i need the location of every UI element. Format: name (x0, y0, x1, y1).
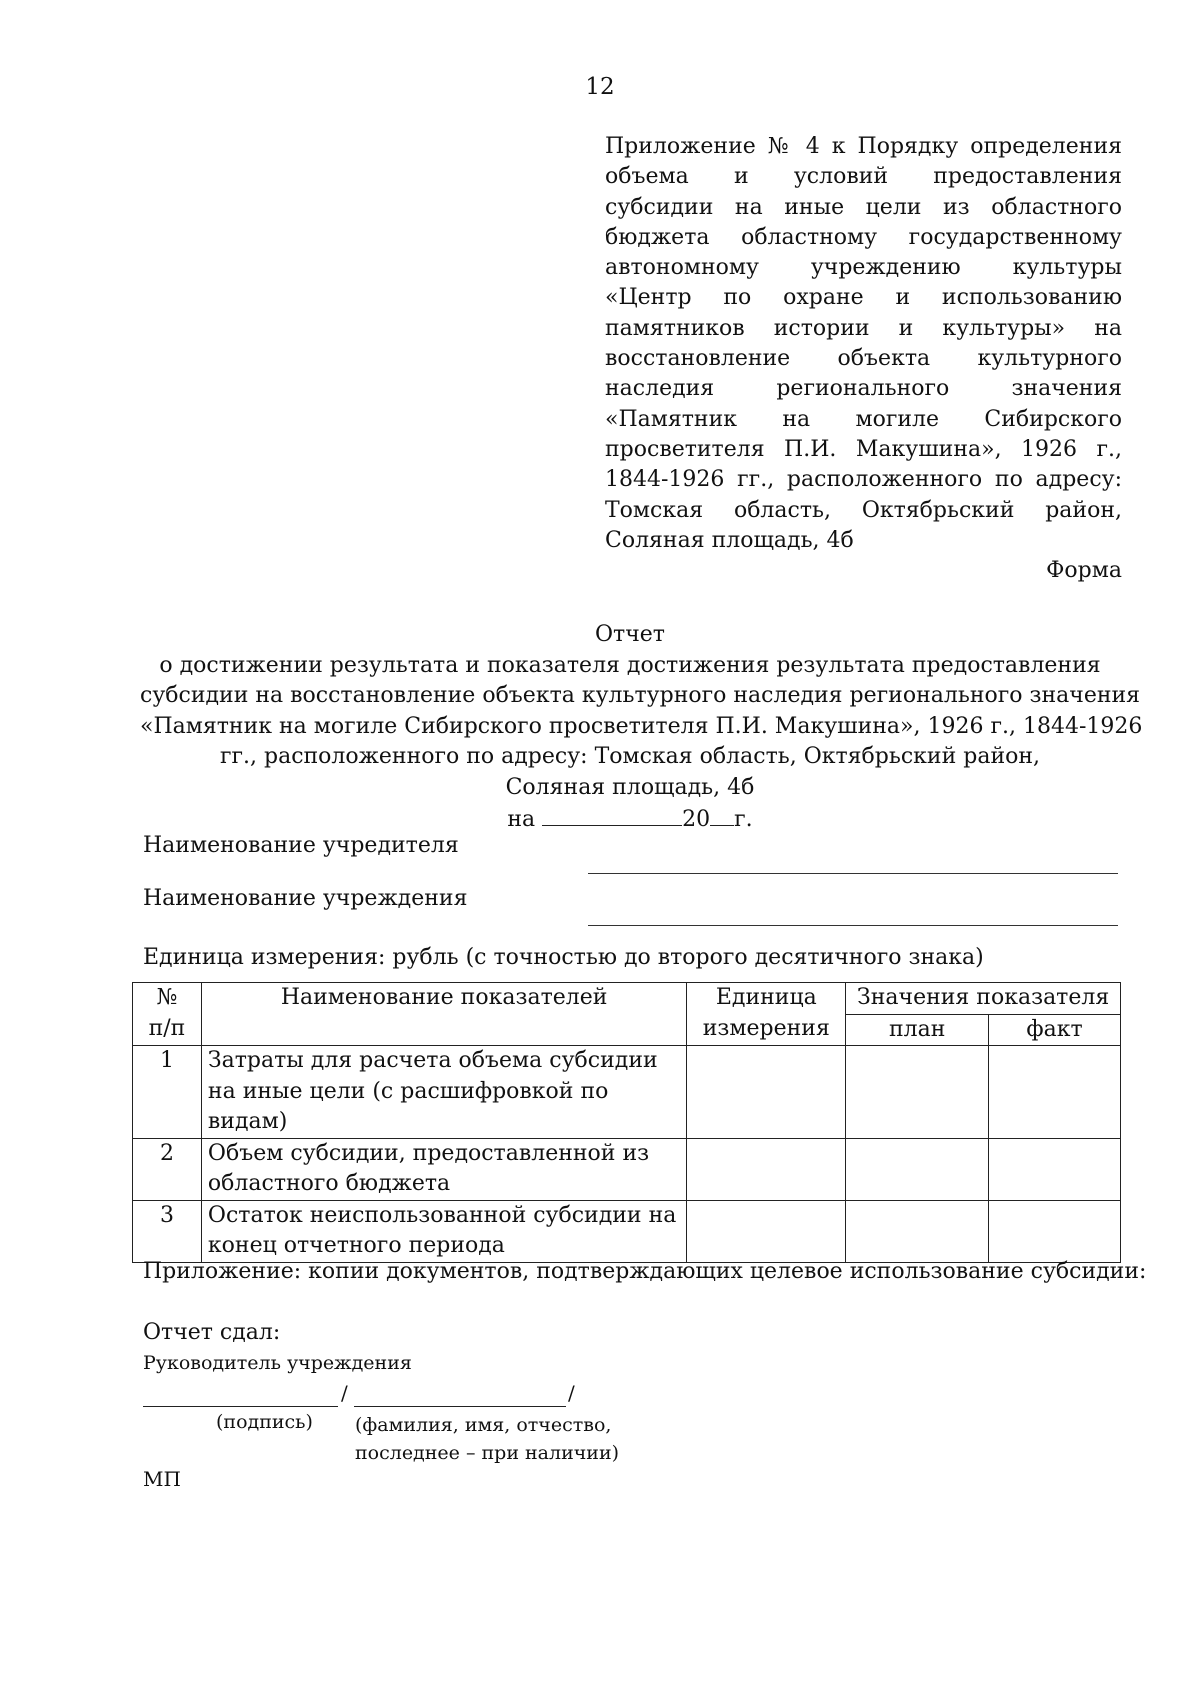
institution-label: Наименование учреждения (143, 886, 468, 911)
title-line-3: субсидии на восстановление объекта культурного наследия регионального значения (140, 683, 1141, 708)
full-name-caption (355, 1411, 619, 1467)
title-line-5: гг., расположенного по адресу: Томская область, Октябрьский район, (219, 744, 1041, 769)
row-unit-cell[interactable] (687, 1046, 846, 1139)
header-values: Значения показателя (846, 983, 1121, 1015)
row-num: 3 (133, 1200, 202, 1262)
report-title (140, 620, 1143, 836)
signature-separator: / (341, 1381, 348, 1405)
row-fact-cell[interactable] (989, 1046, 1121, 1139)
row-name: Затраты для расчета объема субсидии на иные цели (с расшифровкой по видам) (201, 1046, 686, 1139)
full-name-line[interactable] (354, 1382, 566, 1407)
indicators-table (132, 982, 1121, 1263)
header-num: № п/п (133, 983, 202, 1046)
appendix-note: Приложение № 4 к Порядку определения объема и условий предоставления субсидии на иные цели из областного бюджета областному государственному автономному учреждению культуры «Центр по охране и использованию памятников истории и культуры» на восстановление объекта культурного наследия регионального значения «Памятник на могиле Сибирского просветителя П.И. Макушина», 1926 г., 1844-1926 гг., расположенного по адресу: Томская область, Октябрьский район, Соляная площадь, 4б (605, 134, 1122, 553)
founder-input-line[interactable] (588, 873, 1118, 874)
attachment-note: Приложение: копии документов, подтверждающих целевое использование субсидии: (143, 1259, 1147, 1284)
form-label: Форма (1046, 558, 1122, 583)
title-line-6: Соляная площадь, 4б (505, 774, 755, 800)
year-blank[interactable] (710, 803, 734, 826)
row-plan-cell[interactable] (846, 1046, 989, 1139)
date-prefix: на (507, 807, 536, 832)
row-name: Объем субсидии, предоставленной из областного бюджета (201, 1138, 686, 1200)
row-plan-cell[interactable] (846, 1200, 989, 1262)
title-line-1: Отчет (595, 622, 665, 647)
full-name-caption-line-2: последнее – при наличии) (355, 1442, 620, 1464)
row-fact-cell[interactable] (989, 1138, 1121, 1200)
row-name: Остаток неиспользованной субсидии на конец отчетного периода (201, 1200, 686, 1262)
date-suffix: г. (734, 807, 753, 832)
seal-place-label: МП (143, 1467, 181, 1491)
table-row (133, 1138, 1121, 1200)
date-year: 20 (682, 807, 711, 832)
title-line-2: о достижении результата и показателя достижения результата предоставления (159, 652, 1101, 678)
date-blank[interactable] (542, 803, 682, 826)
full-name-caption-line-1: (фамилия, имя, отчество, (355, 1414, 612, 1436)
unit-of-measure: Единица измерения: рубль (с точностью до второго десятичного знака) (143, 945, 984, 970)
table-row (133, 1046, 1121, 1139)
header-plan: план (846, 1014, 989, 1046)
header-unit: Единица измерения (687, 983, 846, 1046)
header-name: Наименование показателей (201, 983, 686, 1046)
header-fact: факт (989, 1014, 1121, 1046)
signature-line[interactable] (143, 1382, 338, 1407)
row-unit-cell[interactable] (687, 1138, 846, 1200)
founder-label: Наименование учредителя (143, 833, 459, 858)
report-submitted-label: Отчет сдал: (143, 1320, 281, 1345)
full-name-end-separator: / (568, 1381, 575, 1405)
row-num: 2 (133, 1138, 202, 1200)
title-line-4: «Памятник на могиле Сибирского просветителя П.И. Макушина», 1926 г., 1844-1926 (140, 713, 1143, 739)
page-number: 12 (585, 74, 615, 100)
signature-caption: (подпись) (216, 1411, 313, 1433)
row-plan-cell[interactable] (846, 1138, 989, 1200)
row-unit-cell[interactable] (687, 1200, 846, 1262)
institution-input-line[interactable] (588, 925, 1118, 926)
head-of-institution-label: Руководитель учреждения (143, 1352, 412, 1374)
report-date-line (140, 803, 1120, 836)
table-row (133, 1200, 1121, 1262)
row-num: 1 (133, 1046, 202, 1139)
row-fact-cell[interactable] (989, 1200, 1121, 1262)
